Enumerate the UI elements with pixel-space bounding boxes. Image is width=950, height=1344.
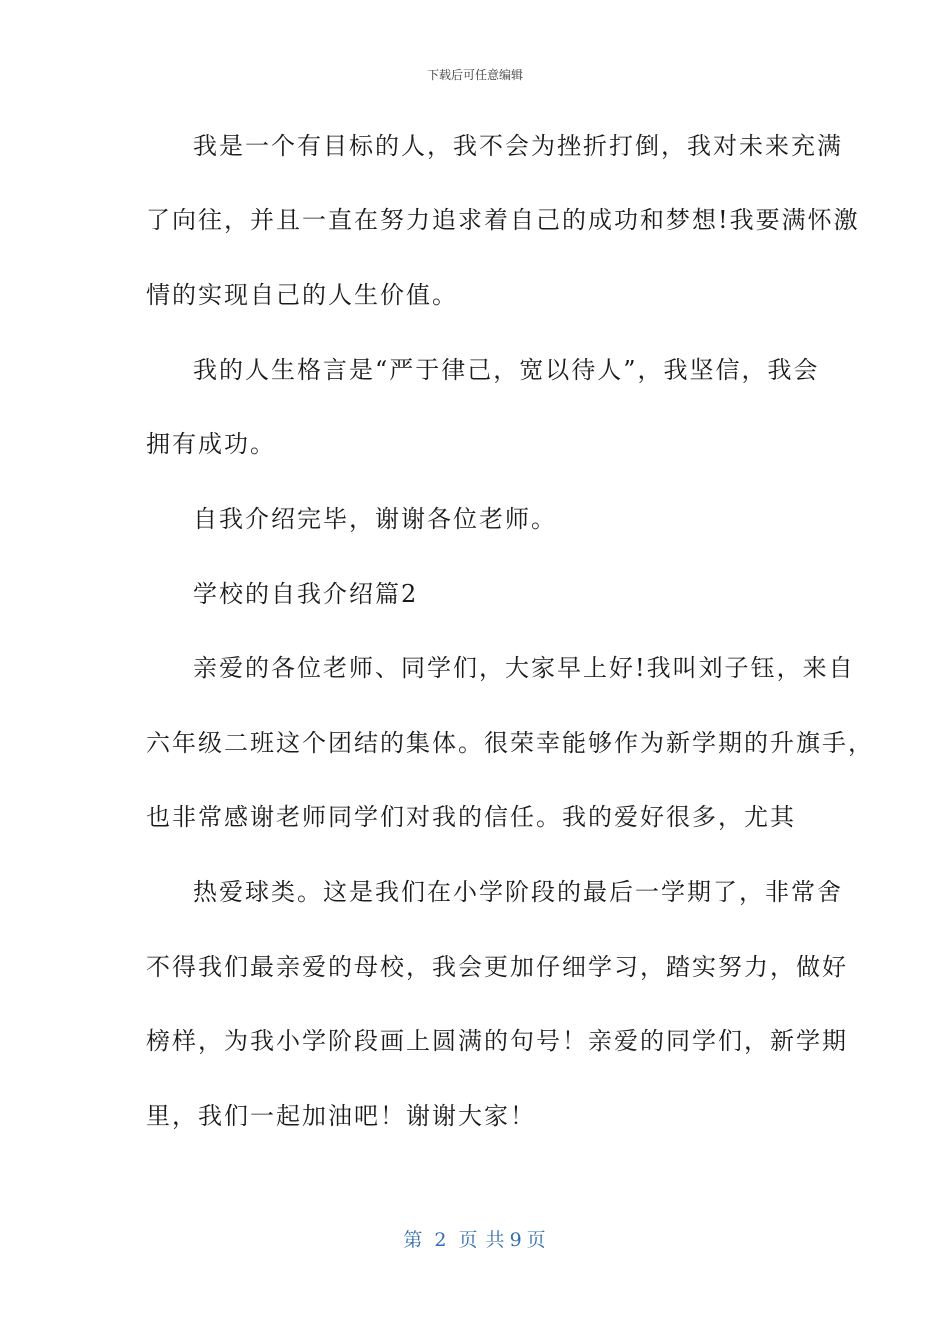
paragraph-line: 榜样，为我小学阶段画上圆满的句号！亲爱的同学们，新学期 xyxy=(146,1027,848,1055)
paragraph-line: 自我介绍完毕，谢谢各位老师。 xyxy=(193,505,557,533)
paragraph-line: 也非常感谢老师同学们对我的信任。我的爱好很多，尤其 xyxy=(146,803,796,831)
paragraph-line: 里，我们一起加油吧！谢谢大家！ xyxy=(146,1102,536,1130)
paragraph-line: 六年级二班这个团结的集体。很荣幸能够作为新学期的升旗手， xyxy=(146,729,874,757)
total-pages: 9 xyxy=(509,1229,523,1251)
paragraph-line: 亲爱的各位老师、同学们，大家早上好!我叫刘子钰，来自 xyxy=(193,654,855,682)
footer-suffix: 页 xyxy=(526,1229,547,1251)
section-heading: 学校的自我介绍篇2 xyxy=(193,580,419,608)
paragraph-line: 不得我们最亲爱的母校，我会更加仔细学习，踏实努力，做好 xyxy=(146,953,848,981)
footer-prefix: 第 xyxy=(403,1229,424,1251)
current-page-number: 2 xyxy=(434,1229,448,1251)
paragraph-line: 了向往，并且一直在努力追求着自己的成功和梦想!我要满怀激 xyxy=(146,206,860,234)
paragraph-line: 我的人生格言是“严于律己，宽以待人”，我坚信，我会 xyxy=(193,356,820,384)
paragraph-line: 拥有成功。 xyxy=(146,430,276,458)
page-header: 下载后可任意编辑 xyxy=(426,68,523,82)
paragraph-line: 我是一个有目标的人，我不会为挫折打倒，我对未来充满 xyxy=(193,132,843,160)
paragraph-line: 热爱球类。这是我们在小学阶段的最后一学期了，非常舍 xyxy=(193,878,843,906)
paragraph-line: 情的实现自己的人生价值。 xyxy=(146,281,458,309)
page-footer xyxy=(0,1225,950,1252)
footer-mid: 页 共 xyxy=(458,1229,506,1251)
